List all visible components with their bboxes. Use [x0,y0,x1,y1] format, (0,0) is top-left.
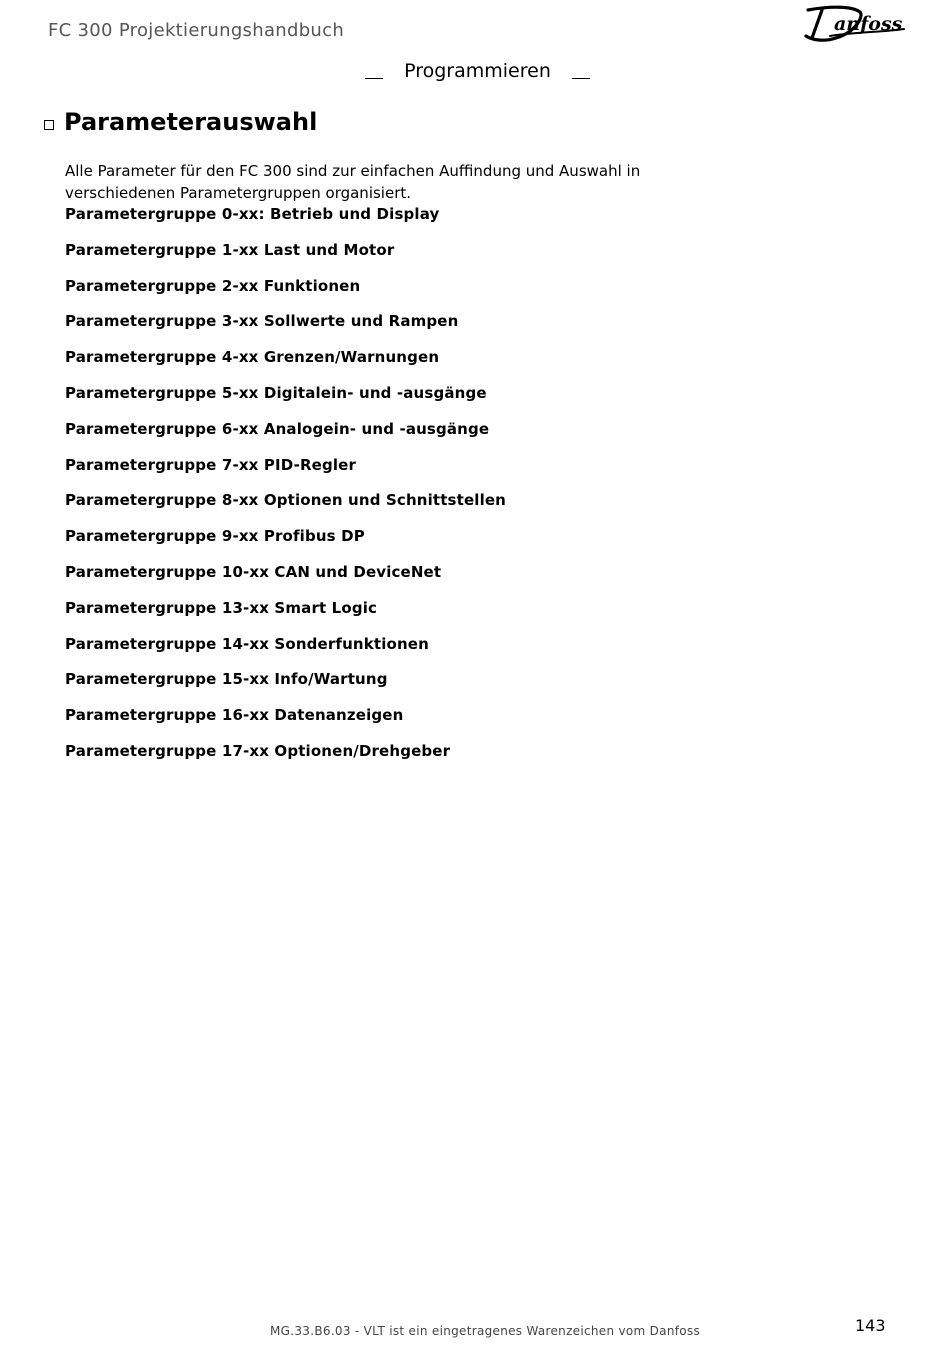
page-number: 143 [855,1316,886,1335]
parameter-group-item: Parametergruppe 10-xx CAN und DeviceNet [65,562,442,581]
parameter-group-item: Parametergruppe 5-xx Digitalein- und -ausgänge [65,383,487,402]
document-title: FC 300 Projektierungshandbuch [48,20,345,41]
heading-row [44,108,317,136]
section-title: Programmieren [404,60,551,82]
parameter-group-item: Parametergruppe 17-xx Optionen/Drehgeber [65,741,451,760]
parameter-group-item: Parametergruppe 1-xx Last und Motor [65,240,395,259]
parameter-group-list [65,204,506,777]
parameter-group-item: Parametergruppe 6-xx Analogein- und -ausgänge [65,419,490,438]
parameter-group-item: Parametergruppe 8-xx Optionen und Schnittstellen [65,491,507,510]
parameter-group-item: Parametergruppe 0-xx: Betrieb und Display [65,205,440,223]
section-rule-right [572,78,590,79]
parameter-group-item: Parametergruppe 15-xx Info/Wartung [65,670,388,689]
parameter-group-item: Parametergruppe 14-xx Sonderfunktionen [65,634,429,653]
svg-text:anfoss: anfoss [834,13,903,35]
parameter-group-item: Parametergruppe 9-xx Profibus DP [65,527,365,546]
parameter-group-item: Parametergruppe 16-xx Datenanzeigen [65,706,404,725]
parameter-group-item: Parametergruppe 4-xx Grenzen/Warnungen [65,348,440,367]
footer-text: MG.33.B6.03 - VLT ist ein eingetragenes Warenzeichen vom Danfoss [270,1324,701,1338]
parameter-group-item: Parametergruppe 3-xx Sollwerte und Rampen [65,312,459,331]
square-bullet-icon [44,120,54,130]
section-rule-left [365,78,383,79]
section-header [365,60,590,82]
danfoss-logo [800,2,910,46]
parameter-group-item: Parametergruppe 13-xx Smart Logic [65,598,378,617]
parameter-group-item: Parametergruppe 7-xx PID-Regler [65,455,357,474]
parameter-group-item: Parametergruppe 2-xx Funktionen [65,276,361,295]
page-heading: Parameterauswahl [64,108,318,136]
intro-paragraph: Alle Parameter für den FC 300 sind zur einfachen Auffindung und Auswahl in verschiedenen Parametergruppen organisiert. [65,162,641,202]
